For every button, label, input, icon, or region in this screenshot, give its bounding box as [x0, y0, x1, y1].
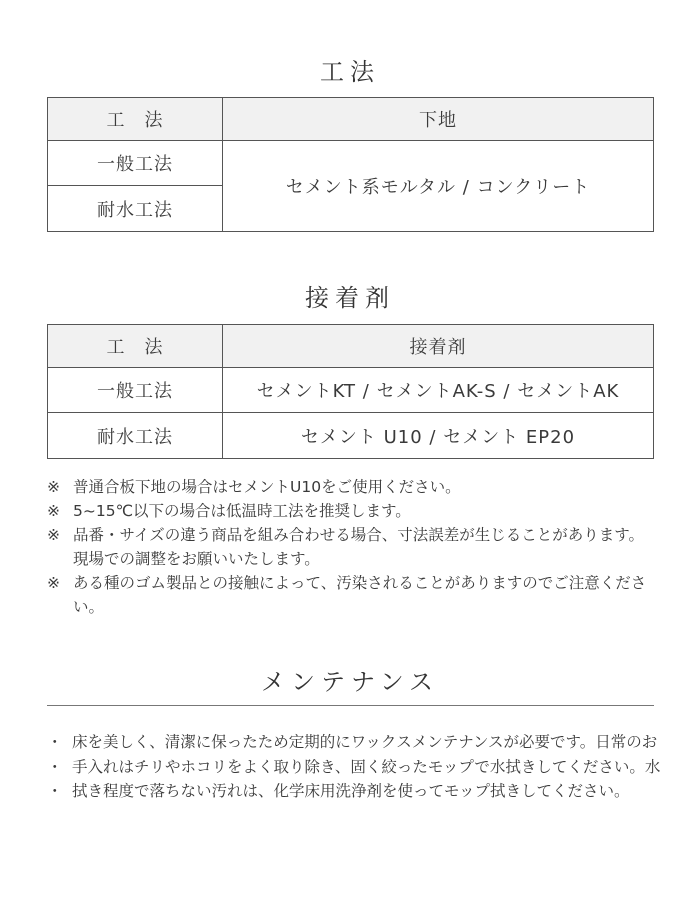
note-text: ある種のゴム製品との接触によって、汚染されることがありますのでご注意ください。 — [73, 574, 647, 616]
maintenance-title: メンテナンス — [260, 668, 440, 696]
adhesive-cell: セメントKT / セメントAK-S / セメントAK — [223, 368, 654, 413]
header-method: 工 法 — [48, 98, 223, 141]
construction-title: 工法 — [320, 58, 380, 86]
table-row — [48, 141, 654, 186]
table-row — [48, 413, 654, 459]
maintenance-bullets — [47, 730, 67, 804]
header-method: 工 法 — [48, 325, 223, 368]
note-text: 5~15℃以下の場合は低温時工法を推奨します。 — [73, 502, 411, 520]
method-cell: 一般工法 — [48, 141, 223, 186]
method-cell: 一般工法 — [48, 368, 223, 413]
adhesive-title: 接着剤 — [305, 284, 395, 312]
note-text: 普通合板下地の場合はセメントU10をご使用ください。 — [73, 478, 461, 496]
note-mark: ※ — [47, 478, 60, 496]
note-mark: ※ — [47, 502, 60, 520]
bullet-icon: ・ — [47, 733, 63, 751]
bullet-icon: ・ — [47, 757, 63, 776]
header-adhesive: 接着剤 — [223, 325, 654, 368]
note-item — [47, 475, 657, 499]
note-item — [47, 523, 657, 571]
table-header-row — [48, 325, 654, 368]
maintenance-text: 床を美しく、清潔に保ったため定期的にワックスメンテナンスが必要です。日常のお手入れはチリやホコリをよく取り除き、固く絞ったモップで水拭きしてください。水拭き程度で落ちない汚れは、化学床用洗浄剤を使ってモップ拭きしてください。 — [72, 733, 661, 800]
note-item — [47, 499, 657, 523]
base-value-cell: セメント系モルタル / コンクリート — [223, 141, 654, 232]
notes-list — [47, 475, 657, 619]
method-cell: 耐水工法 — [48, 413, 223, 459]
header-base: 下地 — [223, 98, 654, 141]
section-divider — [47, 705, 654, 706]
note-mark: ※ — [47, 574, 60, 592]
bullet-icon: ・ — [47, 782, 63, 800]
adhesive-cell: セメント U10 / セメント EP20 — [223, 413, 654, 459]
method-cell: 耐水工法 — [48, 186, 223, 232]
note-mark: ※ — [47, 526, 60, 544]
adhesive-table — [47, 324, 654, 459]
note-text: 品番・サイズの違う商品を組み合わせる場合、寸法誤差が生じることがあります。現場での調整をお願いいたします。 — [73, 526, 645, 568]
construction-table — [47, 97, 654, 232]
table-row — [48, 368, 654, 413]
note-item — [47, 571, 657, 619]
table-header-row — [48, 98, 654, 141]
